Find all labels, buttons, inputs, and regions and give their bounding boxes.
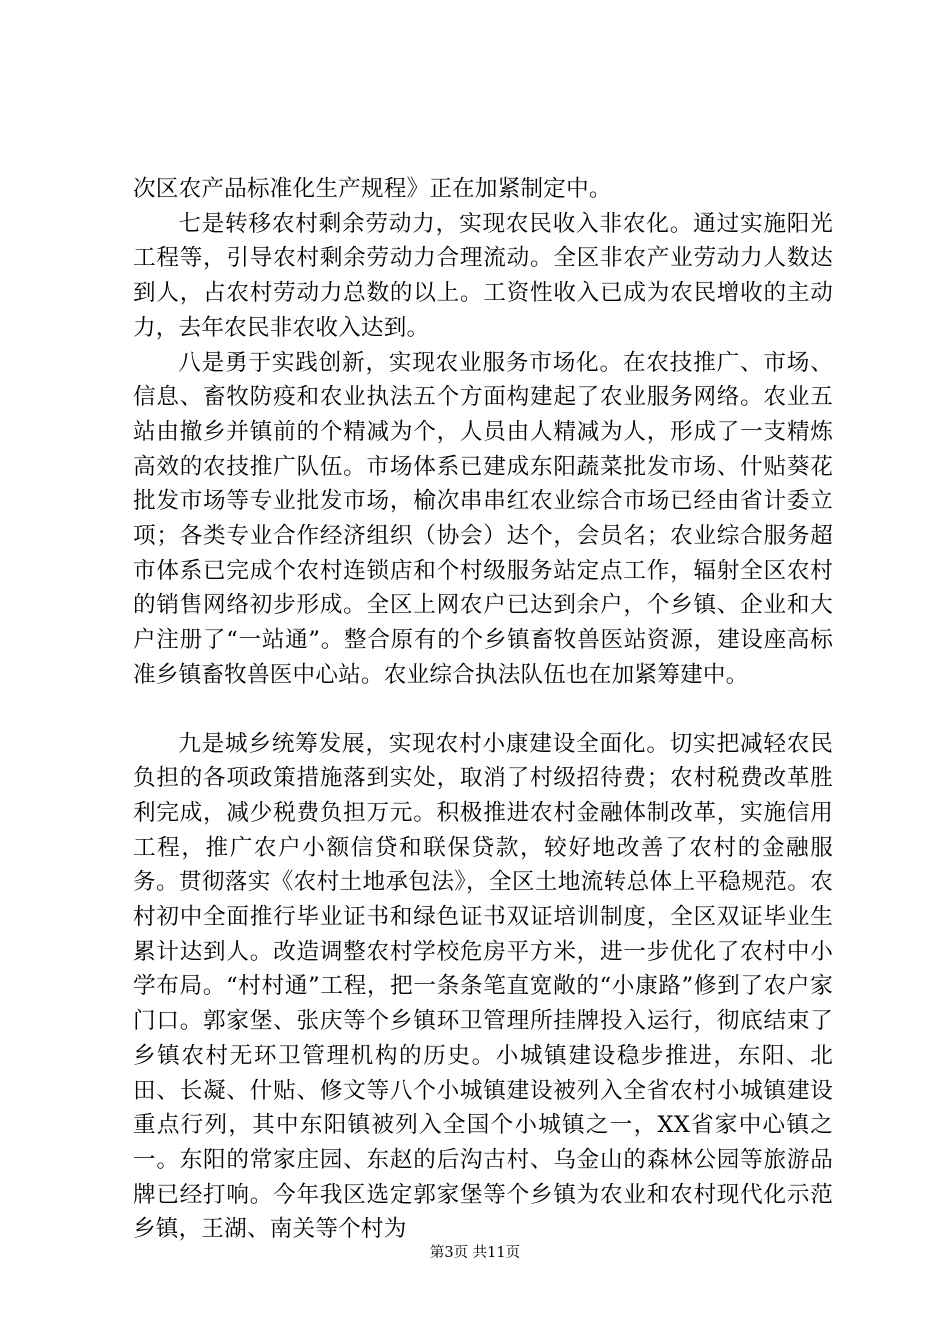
document-body [133, 172, 833, 1247]
page-footer: 第3页 共11页 [429, 1245, 521, 1261]
paragraph-seven: 七是转移农村剩余劳动力，实现农民收入非农化。通过实施阳光工程等，引导农村剩余劳动力合理流动。全区非农产业劳动力人数达到人，占农村劳动力总数的以上。工资性收入已成为农民增收的主动力，去年农民非农收入达到。 [133, 210, 833, 341]
paragraph-nine: 九是城乡统筹发展，实现农村小康建设全面化。切实把减轻农民负担的各项政策措施落到实处，取消了村级招待费；农村税费改革胜利完成，减少税费负担万元。积极推进农村金融体制改革，实施信用工程，推广农户小额信贷和联保贷款，较好地改善了农村的金融服务。贯彻落实《农村土地承包法》，全区土地流转总体上平稳规范。农村初中全面推行毕业证书和绿色证书双证培训制度，全区双证毕业生累计达到人。改造调整农村学校危房平方米，进一步优化了农村中小学布局。“村村通”工程，把一条条笔直宽敞的“小康路”修到了农户家门口。郭家堡、张庆等个乡镇环卫管理所挂牌投入运行，彻底结束了乡镇农村无环卫管理机构的历史。小城镇建设稳步推进，东阳、北田、长凝、什贴、修文等八个小城镇建设被列入全省农村小城镇建设重点行列，其中东阳镇被列入全国个小城镇之一，XX省家中心镇之一。东阳的常家庄园、东赵的后沟古村、乌金山的森林公园等旅游品牌已经打响。今年我区选定郭家堡等个乡镇为农业和农村现代化示范乡镇，王湖、南关等个村为 [133, 730, 833, 1243]
paragraph-eight: 八是勇于实践创新，实现农业服务市场化。在农技推广、市场、信息、畜牧防疫和农业执法五个方面构建起了农业服务网络。农业五站由撤乡并镇前的个精减为个，人员由人精减为人，形成了一支精炼高效的农技推广队伍。市场体系已建成东阳蔬菜批发市场、什贴葵花批发市场等专业批发市场，榆次串串红农业综合市场已经由省计委立项；各类专业合作经济组织（协会）达个，会员名；农业综合服务超市体系已完成个农村连锁店和个村级服务站定点工作，辐射全区农村的销售网络初步形成。全区上网农户已达到余户，个乡镇、企业和大户注册了“一站通”。整合原有的个乡镇畜牧兽医站资源，建设座高标准乡镇畜牧兽医中心站。农业综合执法队伍也在加紧筹建中。 [133, 349, 833, 688]
paragraph-continuation: 次区农产品标准化生产规程》正在加紧制定中。 [133, 176, 612, 202]
